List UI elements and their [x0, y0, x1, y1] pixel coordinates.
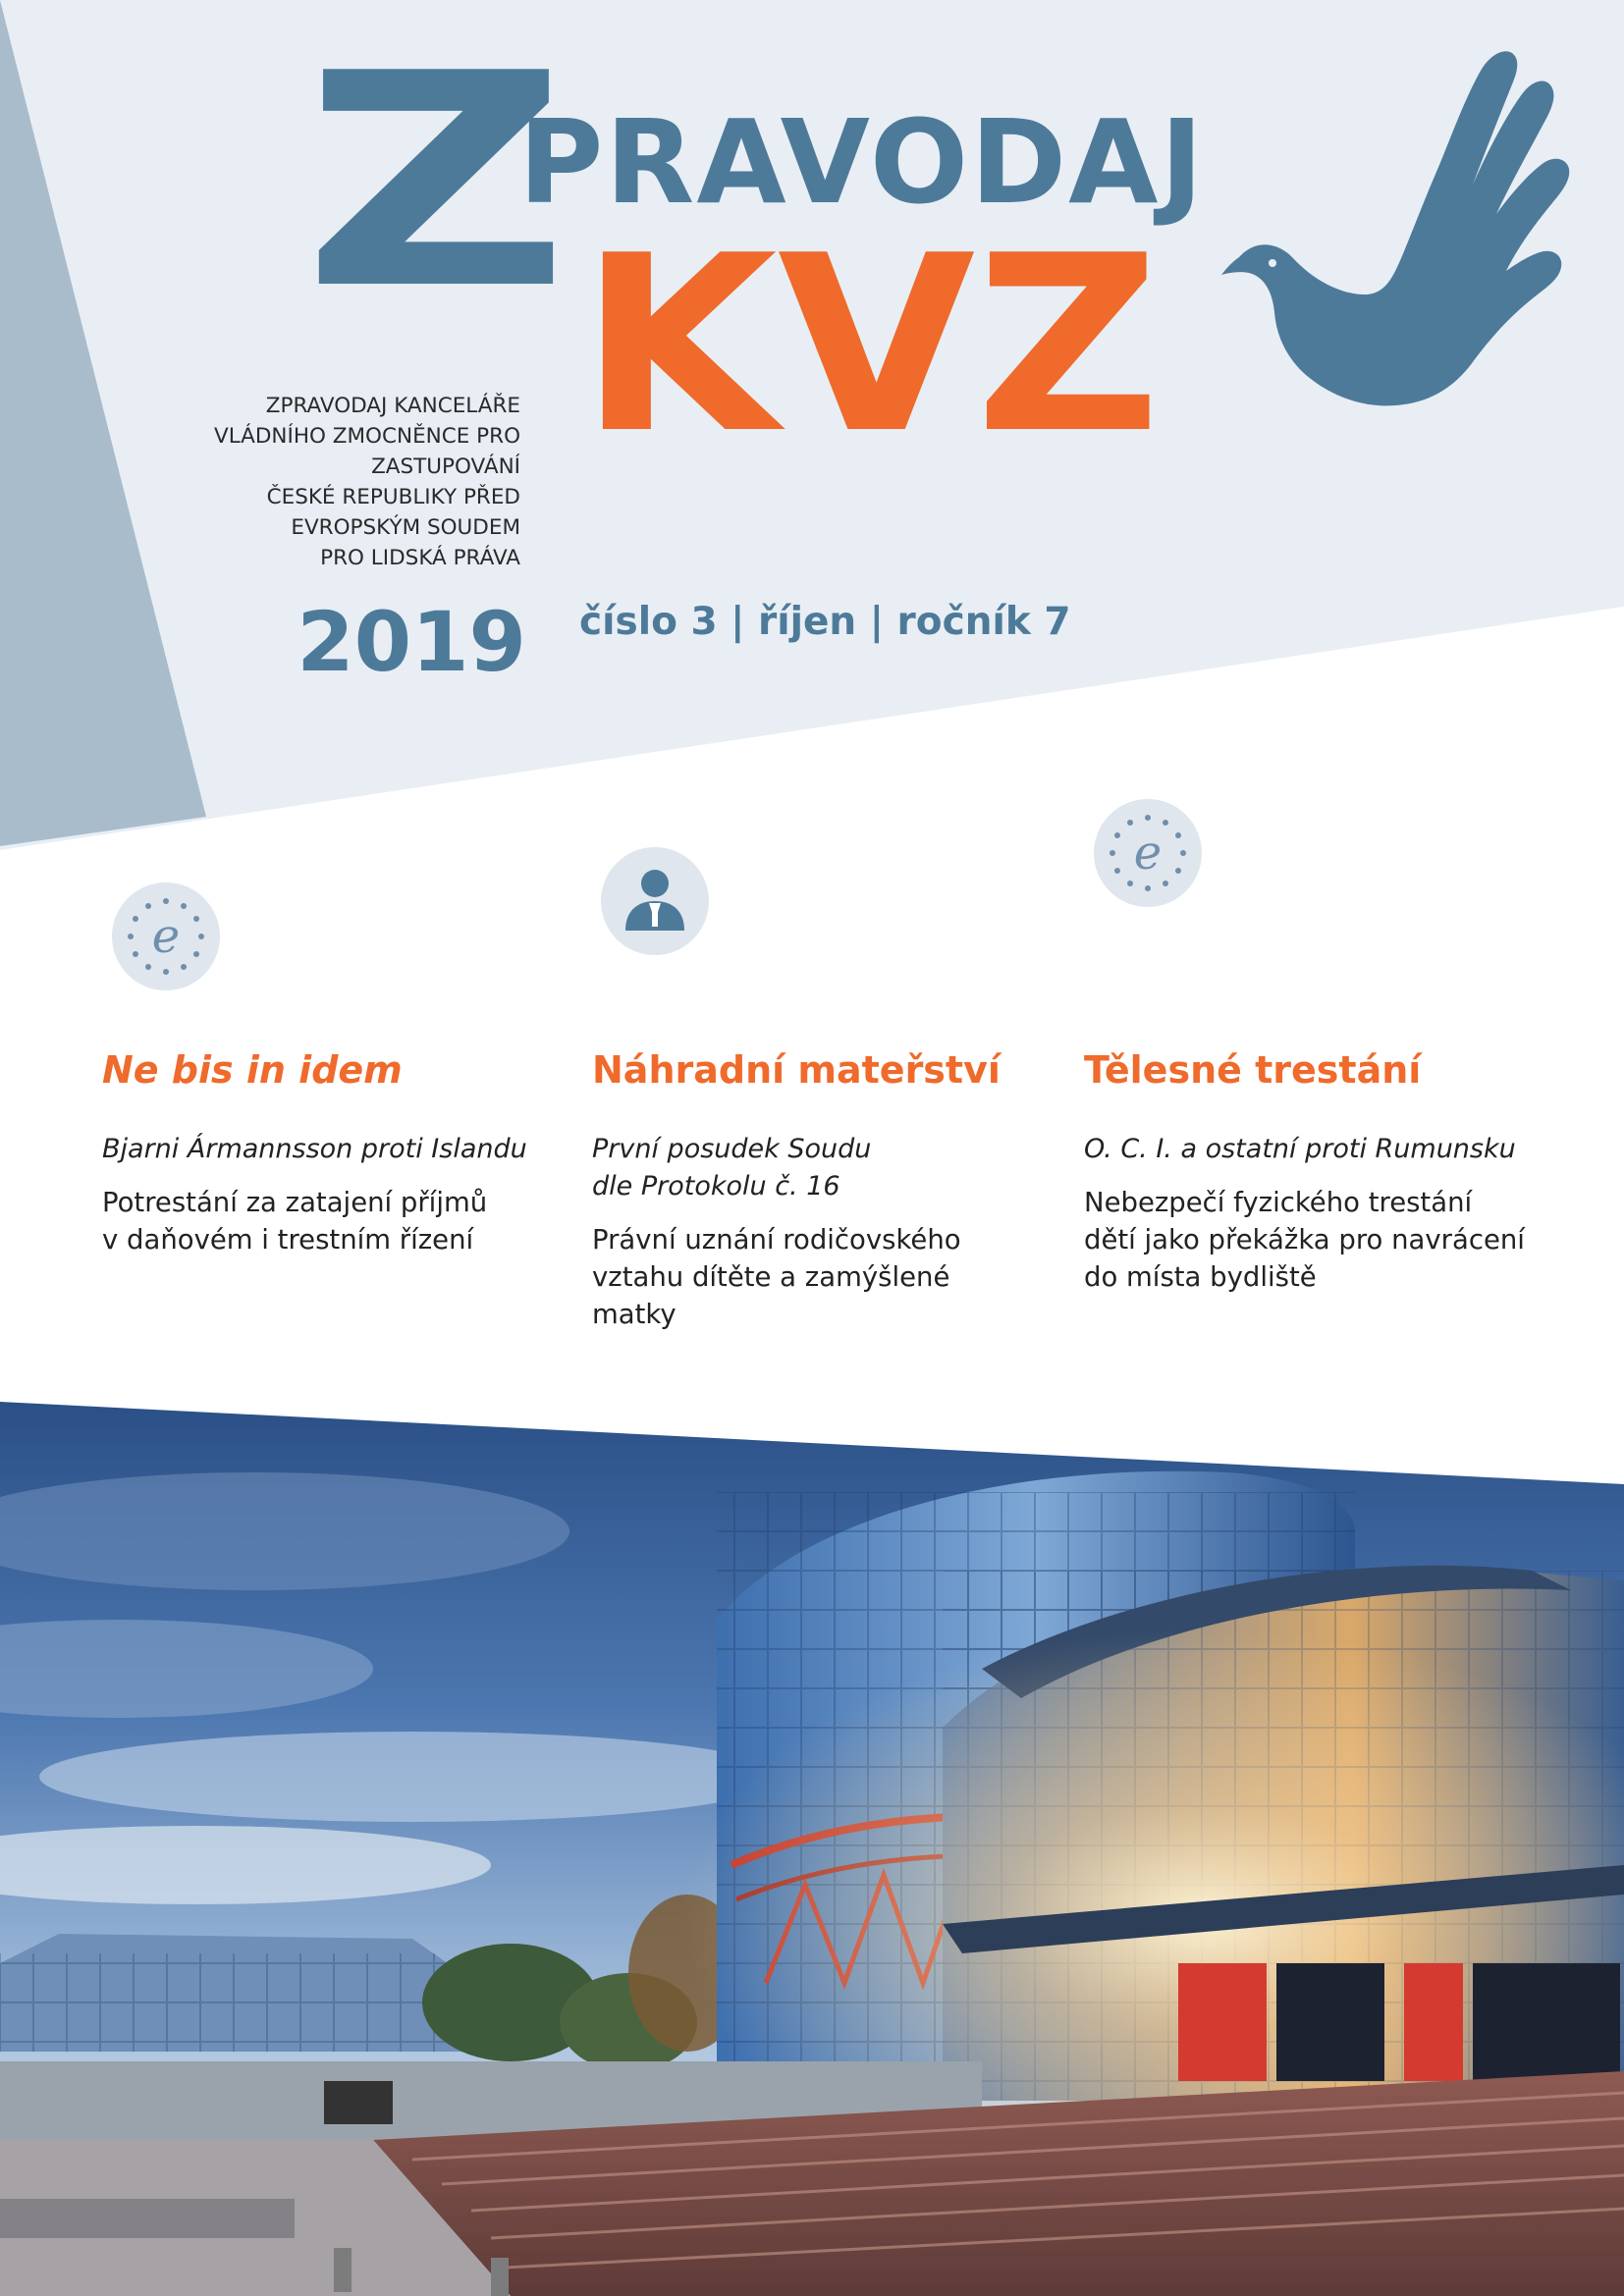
case-line: První posudek Soudu	[592, 1133, 872, 1164]
article-description	[102, 1184, 573, 1258]
article-case	[102, 1131, 573, 1168]
article-nahradni-materstvi	[592, 1048, 1063, 1333]
article-title[interactable]: Ne bis in idem	[102, 1048, 403, 1092]
court-building-photo	[0, 1394, 1624, 2296]
desc-line: Potrestání za zatajení příjmů	[102, 1186, 488, 1218]
desc-line: dětí jako překážka pro navrácení	[1084, 1223, 1525, 1255]
logo-kvz: KVZ	[579, 204, 1162, 487]
desc-line: Právní uznání rodičovského	[592, 1223, 961, 1255]
publication-year: 2019	[297, 594, 526, 690]
article-description	[1084, 1184, 1555, 1296]
article-title[interactable]: Náhradní mateřství	[592, 1048, 1001, 1092]
subtitle-line: EVROPSKÝM SOUDEM	[291, 515, 520, 540]
subtitle-line: ZASTUPOVÁNÍ	[371, 454, 520, 479]
svg-text:e: e	[1133, 826, 1163, 881]
echr-e-icon	[111, 881, 221, 991]
judge-icon	[600, 846, 710, 956]
echr-e-icon	[1093, 798, 1203, 908]
desc-line: do místa bydliště	[1084, 1260, 1317, 1293]
case-line: O. C. I. a ostatní proti Rumunsku	[1084, 1133, 1516, 1164]
publication-subtitle	[147, 391, 520, 573]
case-line: Bjarni Ármannsson proti Islandu	[102, 1133, 527, 1164]
subtitle-line: ČESKÉ REPUBLIKY PŘED	[266, 485, 520, 509]
desc-line: v daňovém i trestním řízení	[102, 1223, 474, 1255]
logo-pravodaj: PRAVODAJ	[518, 94, 1206, 230]
subtitle-line: PRO LIDSKÁ PRÁVA	[320, 546, 520, 570]
desc-line: vztahu dítěte a zamýšlené	[592, 1260, 950, 1293]
subtitle-line: VLÁDNÍHO ZMOCNĚNCE PRO	[213, 424, 520, 449]
article-description	[592, 1221, 1063, 1333]
logo-letter-z: Z	[302, 11, 569, 353]
article-case	[592, 1131, 1063, 1205]
issue-info: číslo 3 | říjen | ročník 7	[579, 600, 1071, 644]
article-telesne-trestani	[1084, 1048, 1555, 1296]
article-title[interactable]: Tělesné trestání	[1084, 1048, 1422, 1092]
article-case	[1084, 1131, 1555, 1168]
subtitle-line: ZPRAVODAJ KANCELÁŘE	[265, 394, 520, 418]
desc-line: Nebezpečí fyzického trestání	[1084, 1186, 1473, 1218]
svg-text:e: e	[151, 909, 181, 964]
desc-line: matky	[592, 1298, 677, 1330]
article-ne-bis-in-idem	[102, 1048, 573, 1258]
case-line: dle Protokolu č. 16	[592, 1170, 840, 1201]
